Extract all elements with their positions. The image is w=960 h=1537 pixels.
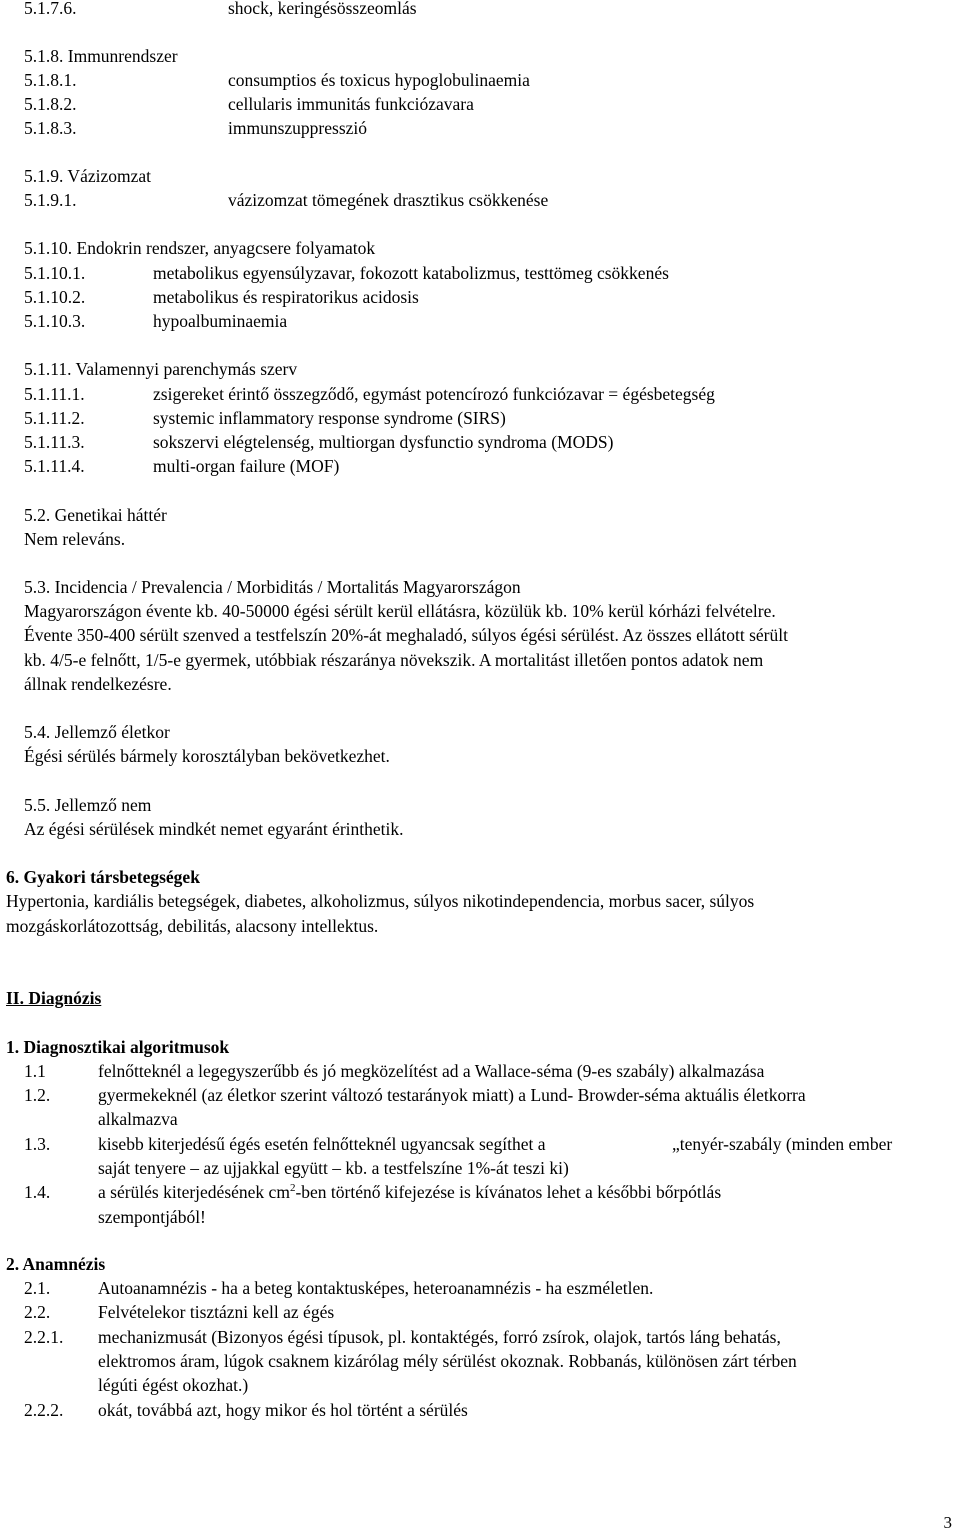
item-number: 2.2.1. <box>24 1327 64 1347</box>
section-heading: 5.1.8. Immunrendszer <box>24 46 178 66</box>
paragraph-line: Az égési sérülések mindkét nemet egyaránt érinthetik. <box>24 819 404 839</box>
section-heading: 5.2. Genetikai háttér <box>24 505 167 525</box>
item-number: 5.1.11.3. <box>24 432 85 452</box>
paragraph-line: Hypertonia, kardiális betegségek, diabetes, alkoholizmus, súlyos nikotindependencia, morbus sacer, súlyos <box>6 891 755 911</box>
item-text: saját tenyere – az ujjakkal együtt – kb. a testfelszíne 1%-át teszi ki) <box>98 1158 569 1178</box>
item-number: 5.1.8.3. <box>24 118 77 138</box>
section-heading-bold: 2. Anamnézis <box>6 1254 106 1274</box>
section-heading: 5.1.9. Vázizomzat <box>24 166 151 186</box>
item-number: 5.1.11.1. <box>24 384 85 404</box>
item-text: immunszuppresszió <box>228 118 368 138</box>
item-number: 5.1.7.6. <box>24 0 77 18</box>
item-text: zsigereket érintő összegződő, egymást potencírozó funkciózavar = égésbetegség <box>153 384 715 404</box>
superscript: 2 <box>289 1182 296 1195</box>
page-number: 3 <box>943 1513 952 1532</box>
item-text-part: a sérülés kiterjedésének cm <box>98 1182 290 1202</box>
item-text: alkalmazva <box>98 1109 178 1129</box>
section-heading-bold: 1. Diagnosztikai algoritmusok <box>6 1037 230 1057</box>
item-text: vázizomzat tömegének drasztikus csökkenése <box>228 190 549 210</box>
item-number: 5.1.10.3. <box>24 311 86 331</box>
paragraph-line: mozgáskorlátozottság, debilitás, alacsony intellektus. <box>6 916 379 936</box>
item-number: 5.1.11.2. <box>24 408 85 428</box>
item-text <box>98 1182 721 1202</box>
item-number: 1.1 <box>24 1061 46 1081</box>
item-number: 2.1. <box>24 1278 51 1298</box>
item-text-part: -ben történő kifejezése is kívánatos lehet a későbbi bőrpótlás <box>295 1182 722 1202</box>
item-text: Autoanamnézis - ha a beteg kontaktusképes, heteroanamnézis - ha eszméletlen. <box>98 1278 654 1298</box>
item-text: gyermekeknél (az életkor szerint változó testarányok miatt) a Lund- Browder-séma aktuális életkorra <box>98 1085 806 1105</box>
section-heading-bold: 6. Gyakori társbetegségek <box>6 867 200 887</box>
item-number: 5.1.8.1. <box>24 70 77 90</box>
section-heading: 5.3. Incidencia / Prevalencia / Morbiditás / Mortalitás Magyarországon <box>24 577 521 597</box>
paragraph-line: állnak rendelkezésre. <box>24 674 172 694</box>
paragraph-line: Évente 350-400 sérült szenved a testfelszín 20%-át meghaladó, súlyos égési sérülést. Az összes ellátott sérült <box>24 625 788 645</box>
paragraph-line: kb. 4/5-e felnőtt, 1/5-e gyermek, utóbbiak részaránya növekszik. A mortalitást illetően pontos adatok nem <box>24 650 764 670</box>
item-number: 5.1.10.1. <box>24 263 86 283</box>
item-text: mechanizmusát (Bizonyos égési típusok, pl. kontaktégés, forró zsírok, olajok, tartós láng behatás, <box>98 1327 781 1347</box>
item-number: 5.1.9.1. <box>24 190 77 210</box>
item-text: shock, keringésösszeomlás <box>228 0 417 18</box>
item-text: felnőtteknél a legegyszerűbb és jó megközelítést ad a Wallace-séma (9-es szabály) alkalmazása <box>98 1061 765 1081</box>
item-number: 5.1.10.2. <box>24 287 86 307</box>
item-text: metabolikus egyensúlyzavar, fokozott katabolizmus, testtömeg csökkenés <box>153 263 669 283</box>
item-text: légúti égést okozhat.) <box>98 1375 249 1395</box>
item-text: metabolikus és respiratorikus acidosis <box>153 287 419 307</box>
item-text: okát, továbbá azt, hogy mikor és hol történt a sérülés <box>98 1400 468 1420</box>
item-text: consumptios és toxicus hypoglobulinaemia <box>228 70 530 90</box>
section-heading: 5.1.10. Endokrin rendszer, anyagcsere folyamatok <box>24 238 376 258</box>
paragraph-line: Nem releváns. <box>24 529 126 549</box>
section-heading: 5.1.11. Valamennyi parenchymás szerv <box>24 359 298 379</box>
item-number: 5.1.8.2. <box>24 94 77 114</box>
item-number: 2.2. <box>24 1302 51 1322</box>
item-text: kisebb kiterjedésű égés esetén felnőtteknél ugyancsak segíthet a <box>98 1134 546 1154</box>
item-text: cellularis immunitás funkciózavara <box>228 94 474 114</box>
item-number: 1.2. <box>24 1085 51 1105</box>
item-number: 2.2.2. <box>24 1400 64 1420</box>
item-text: systemic inflammatory response syndrome (SIRS) <box>153 408 506 428</box>
item-text: elektromos áram, lúgok csaknem kizárólag mély sérülést okoznak. Robbanás, különösen zárt térben <box>98 1351 797 1371</box>
item-text: „tenyér-szabály (minden ember <box>672 1134 893 1154</box>
paragraph-line: Magyarországon évente kb. 40-50000 égési sérült kerül ellátásra, közülük kb. 10% kerül kórházi felvételre. <box>24 601 776 621</box>
item-text: multi-organ failure (MOF) <box>153 456 340 476</box>
item-number: 1.3. <box>24 1134 51 1154</box>
section-heading: 5.4. Jellemző életkor <box>24 722 170 742</box>
item-text: sokszervi elégtelenség, multiorgan dysfunctio syndroma (MODS) <box>153 432 614 452</box>
item-text: hypoalbuminaemia <box>153 311 288 331</box>
item-number: 5.1.11.4. <box>24 456 85 476</box>
item-text: Felvételekor tisztázni kell az égés <box>98 1302 335 1322</box>
paragraph-line: Égési sérülés bármely korosztályban bekövetkezhet. <box>24 746 390 766</box>
section-heading: 5.5. Jellemző nem <box>24 795 152 815</box>
chapter-heading: II. Diagnózis <box>6 988 102 1008</box>
item-text: szempontjából! <box>98 1207 206 1227</box>
item-number: 1.4. <box>24 1182 51 1202</box>
